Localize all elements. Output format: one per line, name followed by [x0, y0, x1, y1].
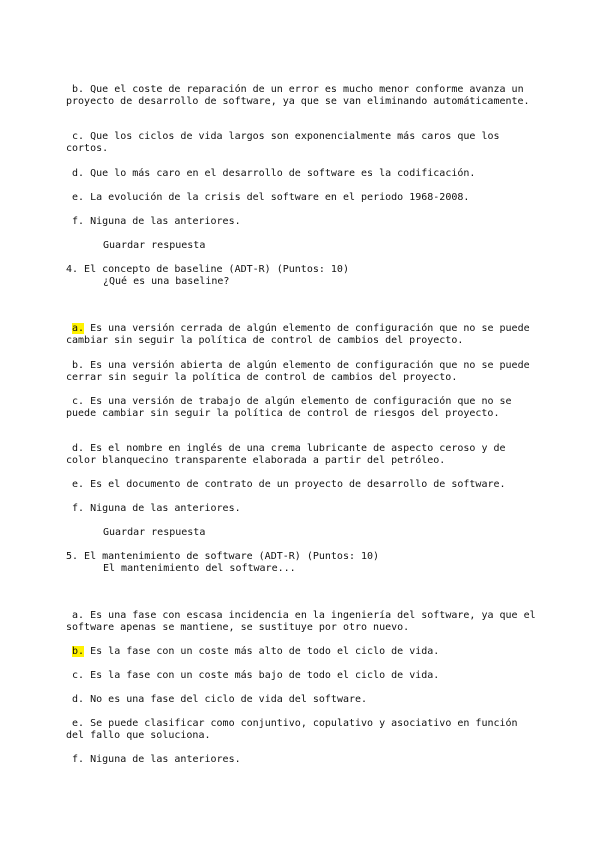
answer-option-q4-b[interactable] [66, 360, 536, 384]
option-letter: d. [72, 694, 85, 705]
option-letter: e. [72, 479, 85, 490]
question-text-q5: El mantenimiento del software... [103, 563, 296, 574]
answer-option-q5-d[interactable] [66, 694, 536, 706]
answer-option-q3-f[interactable] [66, 216, 536, 228]
answer-option-q5-a[interactable] [66, 610, 542, 634]
option-text: La evolución de la crisis del software en el periodo 1968-2008. [90, 192, 470, 203]
option-letter: a. [72, 610, 85, 621]
option-letter-highlighted: b. [72, 646, 85, 657]
option-text: Niguna de las anteriores. [90, 503, 241, 514]
question-title-q5: 5. El mantenimiento de software (ADT-R) (Puntos: 10) [66, 551, 380, 562]
answer-option-q4-f[interactable] [66, 503, 536, 515]
option-text: No es una fase del ciclo de vida del software. [90, 694, 368, 705]
option-letter: b. [72, 360, 85, 371]
option-text: Niguna de las anteriores. [90, 754, 241, 765]
answer-option-q5-c[interactable] [66, 670, 536, 682]
option-text: Es una fase con escasa incidencia en la ingeniería del software, ya que el software apenas se mantiene, se sustituye por otro nuevo. [66, 610, 542, 633]
option-text: Que lo más caro en el desarrollo de software es la codificación. [90, 168, 476, 179]
question-text-q4: ¿Qué es una baseline? [103, 276, 230, 287]
answer-option-q3-b[interactable] [66, 84, 536, 108]
option-letter: c. [72, 670, 85, 681]
option-text: Es la fase con un coste más bajo de todo el ciclo de vida. [90, 670, 440, 681]
option-text: Es una versión de trabajo de algún elemento de configuración que no se puede cambiar sin seguir la política de control de riesgos del proyecto. [66, 396, 518, 419]
option-letter: b. [72, 84, 85, 95]
answer-option-q4-e[interactable] [66, 479, 536, 491]
answer-option-q3-e[interactable] [66, 192, 536, 204]
question-title-q4: 4. El concepto de baseline (ADT-R) (Puntos: 10) [66, 264, 349, 275]
option-text: Se puede clasificar como conjuntivo, copulativo y asociativo en función del fallo que soluciona. [66, 718, 524, 741]
option-letter-highlighted: a. [72, 323, 85, 334]
option-text: Es el nombre en inglés de una crema lubricante de aspecto ceroso y de color blanquecino transparente elaborada a partir del petróleo. [66, 443, 512, 466]
answer-option-q5-b[interactable] [66, 646, 536, 658]
save-answer-button-q3[interactable]: Guardar respuesta [103, 240, 206, 251]
option-text: Es la fase con un coste más alto de todo el ciclo de vida. [90, 646, 440, 657]
option-letter: d. [72, 168, 85, 179]
answer-option-q4-a[interactable] [66, 323, 536, 347]
answer-option-q5-f[interactable] [66, 754, 536, 766]
option-letter: c. [72, 131, 85, 142]
option-letter: c. [72, 396, 85, 407]
option-letter: f. [72, 754, 85, 765]
option-text: Es una versión abierta de algún elemento de configuración que no se puede cerrar sin seguir la política de control de cambios del proyecto. [66, 360, 536, 383]
answer-option-q4-c[interactable] [66, 396, 536, 420]
option-text: Es una versión cerrada de algún elemento de configuración que no se puede cambiar sin seguir la política de control de cambios del proyecto. [66, 323, 536, 346]
answer-option-q5-e[interactable] [66, 718, 536, 742]
answer-option-q3-c[interactable] [66, 131, 536, 155]
option-text: Que el coste de reparación de un error es mucho menor conforme avanza un proyecto de desarrollo de software, ya que se van eliminando automáticamente. [66, 84, 530, 107]
option-letter: f. [72, 216, 85, 227]
answer-option-q3-d[interactable] [66, 168, 536, 180]
answer-option-q4-d[interactable] [66, 443, 536, 467]
option-letter: f. [72, 503, 85, 514]
option-letter: e. [72, 718, 85, 729]
option-text: Que los ciclos de vida largos son exponencialmente más caros que los cortos. [66, 131, 506, 154]
save-answer-button-q4[interactable]: Guardar respuesta [103, 527, 206, 538]
option-letter: d. [72, 443, 85, 454]
option-letter: e. [72, 192, 85, 203]
option-text: Es el documento de contrato de un proyecto de desarrollo de software. [90, 479, 506, 490]
option-text: Niguna de las anteriores. [90, 216, 241, 227]
